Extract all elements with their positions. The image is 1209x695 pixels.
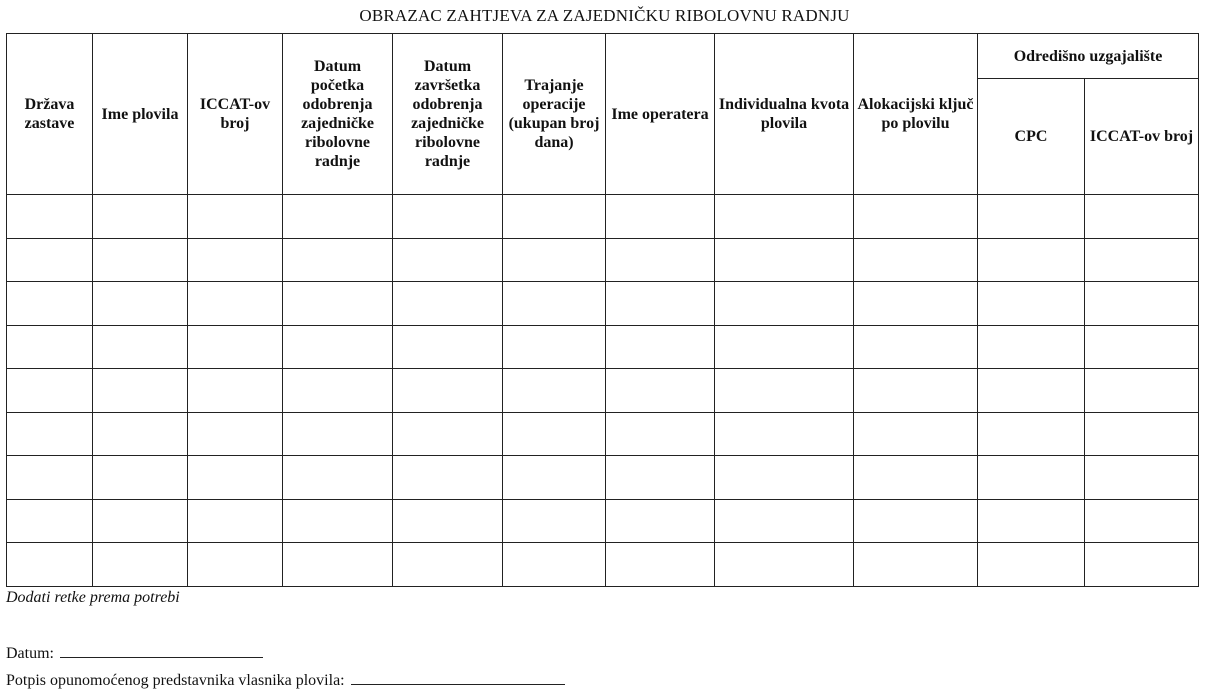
table-row: [7, 325, 1199, 369]
table-cell[interactable]: [7, 543, 93, 587]
table-cell[interactable]: [854, 369, 978, 413]
table-cell[interactable]: [7, 282, 93, 326]
table-row: [7, 543, 1199, 587]
table-cell[interactable]: [715, 195, 854, 239]
datum-label: Datum:: [6, 645, 54, 662]
table-cell[interactable]: [93, 456, 188, 500]
form-title: OBRAZAC ZAHTJEVA ZA ZAJEDNIČKU RIBOLOVNU RADNJU: [359, 6, 850, 25]
table-cell[interactable]: [715, 543, 854, 587]
column-header-trajanje-operacije: Trajanje operacije (ukupan broj dana): [503, 34, 606, 195]
table-cell[interactable]: [606, 238, 715, 282]
table-cell[interactable]: [715, 499, 854, 543]
table-cell[interactable]: [854, 499, 978, 543]
table-cell[interactable]: [1085, 499, 1199, 543]
table-cell[interactable]: [854, 412, 978, 456]
table-cell[interactable]: [1085, 325, 1199, 369]
group-header-odredisno-uzgajaliste: Odredišno uzgajalište: [978, 34, 1199, 79]
table-cell[interactable]: [978, 543, 1085, 587]
table-row: [7, 412, 1199, 456]
column-header-ime-operatera: Ime operatera: [606, 34, 715, 195]
table-cell[interactable]: [188, 238, 283, 282]
table-cell[interactable]: [283, 325, 393, 369]
table-row: [7, 369, 1199, 413]
table-cell[interactable]: [1085, 238, 1199, 282]
add-rows-note: Dodati retke prema potrebi: [6, 589, 180, 606]
table-cell[interactable]: [283, 412, 393, 456]
table-cell[interactable]: [283, 499, 393, 543]
table-body: [7, 195, 1199, 587]
table-cell[interactable]: [393, 195, 503, 239]
table-cell[interactable]: [715, 282, 854, 326]
table-cell[interactable]: [606, 456, 715, 500]
potpis-line: [6, 670, 565, 690]
table-cell[interactable]: [283, 543, 393, 587]
table-row: [7, 499, 1199, 543]
table-cell[interactable]: [93, 238, 188, 282]
table-cell[interactable]: [606, 195, 715, 239]
table-cell[interactable]: [393, 543, 503, 587]
column-header-datum-pocetka: Datum početka odobrenja zajedničke ribolovne radnje: [283, 34, 393, 195]
request-table: [6, 33, 1199, 587]
table-cell[interactable]: [188, 369, 283, 413]
table-cell[interactable]: [1085, 412, 1199, 456]
table-cell[interactable]: [393, 412, 503, 456]
table-cell[interactable]: [503, 325, 606, 369]
table-cell[interactable]: [188, 499, 283, 543]
table-cell[interactable]: [978, 195, 1085, 239]
datum-blank-field[interactable]: [60, 643, 263, 658]
table-cell[interactable]: [1085, 543, 1199, 587]
table-cell[interactable]: [7, 325, 93, 369]
table-cell[interactable]: [978, 412, 1085, 456]
table-cell[interactable]: [854, 543, 978, 587]
table-cell[interactable]: [393, 456, 503, 500]
column-header-drzava-zastave: Država zastave: [7, 34, 93, 195]
table-cell[interactable]: [7, 412, 93, 456]
table-cell[interactable]: [7, 499, 93, 543]
table-row: [7, 195, 1199, 239]
subcolumn-header-cpc: CPC: [978, 79, 1085, 195]
table-cell[interactable]: [188, 456, 283, 500]
column-header-alokacijski-kljuc: Alokacijski ključ po plovilu: [854, 34, 978, 195]
table-cell[interactable]: [503, 499, 606, 543]
table-cell[interactable]: [393, 325, 503, 369]
table-row: [7, 282, 1199, 326]
table-cell[interactable]: [283, 456, 393, 500]
table-cell[interactable]: [1085, 456, 1199, 500]
header-row-1: [7, 34, 1199, 79]
table-cell[interactable]: [93, 325, 188, 369]
table-row: [7, 456, 1199, 500]
table-cell[interactable]: [283, 282, 393, 326]
table-cell[interactable]: [503, 282, 606, 326]
table-cell[interactable]: [7, 195, 93, 239]
table-cell[interactable]: [503, 369, 606, 413]
table-cell[interactable]: [978, 282, 1085, 326]
table-cell[interactable]: [283, 195, 393, 239]
table-cell[interactable]: [93, 282, 188, 326]
column-header-iccat-broj: ICCAT-ov broj: [188, 34, 283, 195]
table-cell[interactable]: [188, 195, 283, 239]
table-cell[interactable]: [715, 369, 854, 413]
table-cell[interactable]: [606, 412, 715, 456]
table-cell[interactable]: [606, 543, 715, 587]
table-cell[interactable]: [93, 195, 188, 239]
table-cell[interactable]: [7, 369, 93, 413]
table-cell[interactable]: [7, 238, 93, 282]
table-cell[interactable]: [503, 456, 606, 500]
table-cell[interactable]: [503, 543, 606, 587]
potpis-blank-field[interactable]: [351, 670, 565, 685]
table-cell[interactable]: [393, 282, 503, 326]
table-cell[interactable]: [715, 412, 854, 456]
column-header-ime-plovila: Ime plovila: [93, 34, 188, 195]
potpis-label: Potpis opunomoćenog predstavnika vlasnika plovila:: [6, 672, 345, 689]
table-cell[interactable]: [393, 369, 503, 413]
table-cell[interactable]: [978, 499, 1085, 543]
column-header-datum-zavrsetka: Datum završetka odobrenja zajedničke ribolovne radnje: [393, 34, 503, 195]
table-cell[interactable]: [283, 238, 393, 282]
table-row: [7, 238, 1199, 282]
table-cell[interactable]: [503, 195, 606, 239]
table-cell[interactable]: [606, 369, 715, 413]
table-cell[interactable]: [606, 499, 715, 543]
table-cell[interactable]: [93, 499, 188, 543]
table-cell[interactable]: [978, 325, 1085, 369]
table-cell[interactable]: [393, 499, 503, 543]
table-cell[interactable]: [978, 456, 1085, 500]
table-cell[interactable]: [715, 325, 854, 369]
table-cell[interactable]: [393, 238, 503, 282]
table-cell[interactable]: [1085, 282, 1199, 326]
subcolumn-header-iccat-broj: ICCAT-ov broj: [1085, 79, 1199, 195]
table-cell[interactable]: [978, 369, 1085, 413]
table-cell[interactable]: [188, 282, 283, 326]
table-cell[interactable]: [854, 195, 978, 239]
table-cell[interactable]: [93, 412, 188, 456]
table-cell[interactable]: [7, 456, 93, 500]
datum-line: [6, 643, 263, 663]
table-cell[interactable]: [606, 282, 715, 326]
table-cell[interactable]: [715, 238, 854, 282]
table-cell[interactable]: [503, 238, 606, 282]
table-cell[interactable]: [503, 412, 606, 456]
table-cell[interactable]: [188, 325, 283, 369]
table-cell[interactable]: [283, 369, 393, 413]
table-cell[interactable]: [188, 543, 283, 587]
table-cell[interactable]: [1085, 369, 1199, 413]
table-cell[interactable]: [978, 238, 1085, 282]
table-cell[interactable]: [854, 325, 978, 369]
table-cell[interactable]: [93, 543, 188, 587]
table-cell[interactable]: [715, 456, 854, 500]
table-cell[interactable]: [854, 282, 978, 326]
table-cell[interactable]: [854, 238, 978, 282]
table-cell[interactable]: [188, 412, 283, 456]
column-header-individualna-kvota: Individualna kvota plovila: [715, 34, 854, 195]
table-cell[interactable]: [854, 456, 978, 500]
table-cell[interactable]: [606, 325, 715, 369]
table-cell[interactable]: [93, 369, 188, 413]
table-cell[interactable]: [1085, 195, 1199, 239]
